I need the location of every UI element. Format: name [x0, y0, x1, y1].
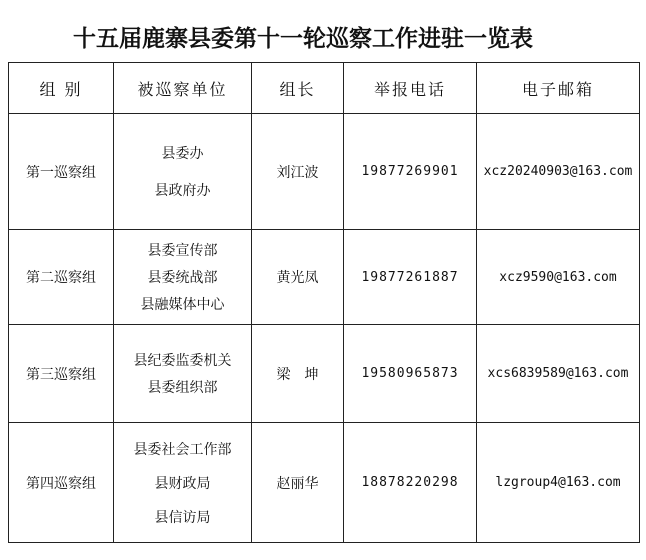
phone-cell: 19580965873 — [344, 325, 477, 423]
header-leader: 组长 — [252, 63, 344, 114]
header-row — [9, 63, 640, 114]
units-cell — [114, 325, 252, 423]
table-row — [9, 114, 640, 230]
unit-name: 县纪委监委机关 — [133, 353, 232, 369]
header-phone: 举报电话 — [344, 63, 477, 114]
leader-cell: 梁 坤 — [252, 325, 344, 423]
unit-name: 县委社会工作部 — [133, 441, 232, 458]
unit-name: 县信访局 — [154, 509, 211, 526]
table-row — [9, 423, 640, 543]
table-row — [9, 230, 640, 325]
email-cell: xcs6839589@163.com — [477, 325, 640, 423]
leader-cell: 黄光凤 — [252, 230, 344, 325]
page-title: 十五届鹿寨县委第十一轮巡察工作进驻一览表 — [73, 25, 533, 52]
unit-name: 县委宣传部 — [147, 243, 218, 259]
leader-cell: 刘江波 — [252, 114, 344, 230]
table-row — [9, 325, 640, 423]
group-cell: 第一巡察组 — [9, 114, 114, 230]
unit-name: 县融媒体中心 — [140, 297, 225, 313]
phone-cell: 18878220298 — [344, 423, 477, 543]
phone-cell: 19877261887 — [344, 230, 477, 325]
header-group: 组 别 — [9, 63, 114, 114]
unit-name: 县委统战部 — [147, 270, 218, 286]
header-units: 被巡察单位 — [114, 63, 252, 114]
inspection-table — [8, 62, 640, 543]
header-email: 电子邮箱 — [477, 63, 640, 114]
units-cell — [114, 114, 252, 230]
group-cell: 第四巡察组 — [9, 423, 114, 543]
unit-name: 县财政局 — [154, 475, 211, 492]
group-cell: 第三巡察组 — [9, 325, 114, 423]
unit-name: 县委组织部 — [147, 380, 218, 396]
phone-cell: 19877269901 — [344, 114, 477, 230]
unit-name: 县委办 — [161, 146, 204, 162]
units-cell — [114, 230, 252, 325]
email-cell: lzgroup4@163.com — [477, 423, 640, 543]
unit-name: 县政府办 — [154, 183, 211, 199]
group-cell: 第二巡察组 — [9, 230, 114, 325]
email-cell: xcz20240903@163.com — [477, 114, 640, 230]
email-cell: xcz9590@163.com — [477, 230, 640, 325]
leader-cell: 赵丽华 — [252, 423, 344, 543]
units-cell — [114, 423, 252, 543]
